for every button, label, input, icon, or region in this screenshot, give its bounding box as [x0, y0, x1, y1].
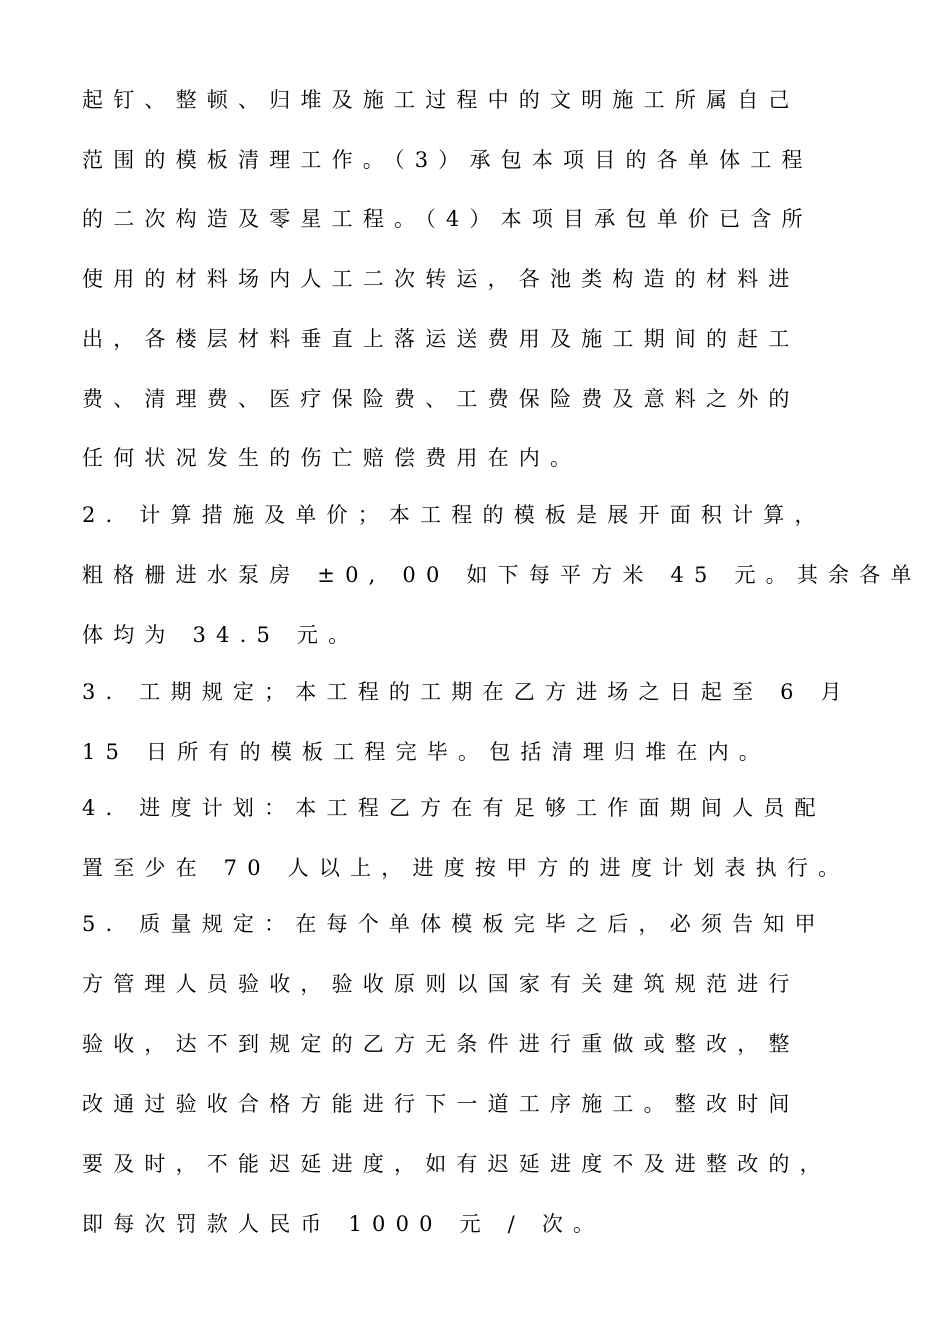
section-5-line-5: 要及时，不能迟延进度，如有迟延进度不及进整改的，: [82, 1152, 831, 1176]
section-5-line-6: 即每次罚款人民币 1000 元 / 次。: [82, 1212, 605, 1236]
paragraph-line-7: 任何状况发生的伤亡赔偿费用在内。: [82, 446, 582, 470]
paragraph-line-1: 起钉、整顿、归堆及施工过程中的文明施工所属自己: [82, 88, 800, 112]
section-2-line-1: 2. 计算措施及单价；本工程的模板是展开面积计算，: [82, 503, 826, 527]
section-3-line-2: 15 日所有的模板工程完毕。包括清理归堆在内。: [82, 740, 770, 764]
section-4-line-1: 4. 进度计划：本工程乙方在有足够工作面期间人员配: [82, 796, 826, 820]
section-5-line-3: 验收，达不到规定的乙方无条件进行重做或整改，整: [82, 1032, 800, 1056]
section-3-line-1: 3. 工期规定；本工程的工期在乙方进场之日起至 6 月: [82, 680, 852, 704]
paragraph-line-4: 使用的材料场内人工二次转运，各池类构造的材料进: [82, 267, 800, 291]
section-4-line-2: 置至少在 70 人以上，进度按甲方的进度计划表执行。: [82, 856, 850, 880]
paragraph-line-3: 的二次构造及零星工程。（4）本项目承包单价已含所: [82, 207, 813, 231]
section-2-line-2: 粗格栅进水泵房 ±0, 00 如下每平方米 45 元。其余各单: [82, 563, 922, 587]
section-5-line-1: 5. 质量规定：在每个单体模板完毕之后，必须告知甲: [82, 912, 826, 936]
section-5-line-4: 改通过验收合格方能进行下一道工序施工。整改时间: [82, 1092, 800, 1116]
paragraph-line-6: 费、清理费、医疗保险费、工费保险费及意料之外的: [82, 387, 800, 411]
section-5-line-2: 方管理人员验收，验收原则以国家有关建筑规范进行: [82, 972, 800, 996]
section-2-line-3: 体均为 34.5 元。: [82, 623, 360, 647]
paragraph-line-5: 出，各楼层材料垂直上落运送费用及施工期间的赶工: [82, 327, 800, 351]
paragraph-line-2: 范围的模板清理工作。（3）承包本项目的各单体工程: [82, 148, 813, 172]
